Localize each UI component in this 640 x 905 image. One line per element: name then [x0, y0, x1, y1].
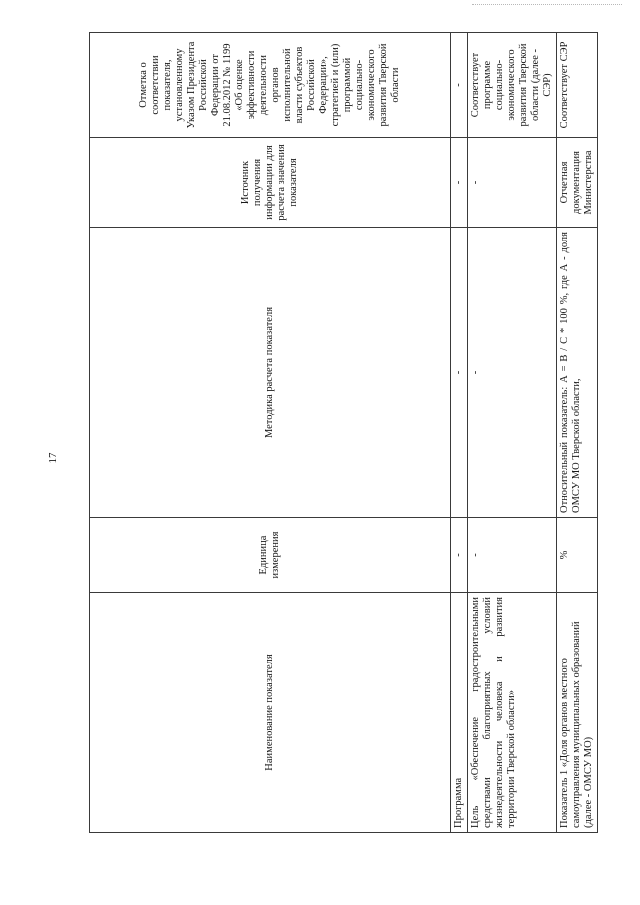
row-goal-unit: - — [468, 518, 557, 593]
header-name: Наименование показателя — [90, 593, 451, 833]
row-program-mark: - — [451, 33, 468, 138]
row-program-name: Программа — [451, 593, 468, 833]
row-goal-name: Цель «Обеспечение градостроительными средствами благоприятных условий жизнедеятельности человека и развития территории Тверской области» — [468, 593, 557, 833]
table-row — [468, 33, 557, 833]
table-row — [557, 33, 598, 833]
header-mark: Отметка о соответствии показателя, установленному Указом Президента Российской Федерации от 21.08.2012 № 1199 «Об оценке эффективности деятельности органов исполнительной власти субъектов Российской Федерации», стратегией и (или) программой социально-экономического развития Тверской области — [90, 33, 451, 138]
row-program-method: - — [451, 228, 468, 518]
row-indicator1-mark: Соответствует СЭР — [557, 33, 598, 138]
page-number: 17 — [47, 452, 59, 464]
row-indicator1-unit: % — [557, 518, 598, 593]
table-row — [451, 33, 468, 833]
rotated-table-container — [89, 33, 599, 833]
row-goal-method: - — [468, 228, 557, 518]
header-unit: Единица измерения — [90, 518, 451, 593]
row-indicator1-source: Отчетная документация Министерства — [557, 138, 598, 228]
indicators-table — [89, 32, 598, 833]
table-header-row — [90, 33, 451, 833]
row-program-unit: - — [451, 518, 468, 593]
row-indicator1-method: Относительный показатель: А = В / С * 100 %, где А - доля ОМСУ МО Тверской области, — [557, 228, 598, 518]
header-method: Методика расчета показателя — [90, 228, 451, 518]
row-goal-source: - — [468, 138, 557, 228]
scan-edge-mark — [472, 4, 622, 6]
header-source: Источник получения информации для расчета значения показателя — [90, 138, 451, 228]
row-program-source: - — [451, 138, 468, 228]
row-goal-mark: Соответствует программе социально-экономического развития Тверской области (далее - СЭР) — [468, 33, 557, 138]
row-indicator1-name: Показатель 1 «Доля органов местного самоуправления муниципальных образований (далее - ОМСУ МО) — [557, 593, 598, 833]
